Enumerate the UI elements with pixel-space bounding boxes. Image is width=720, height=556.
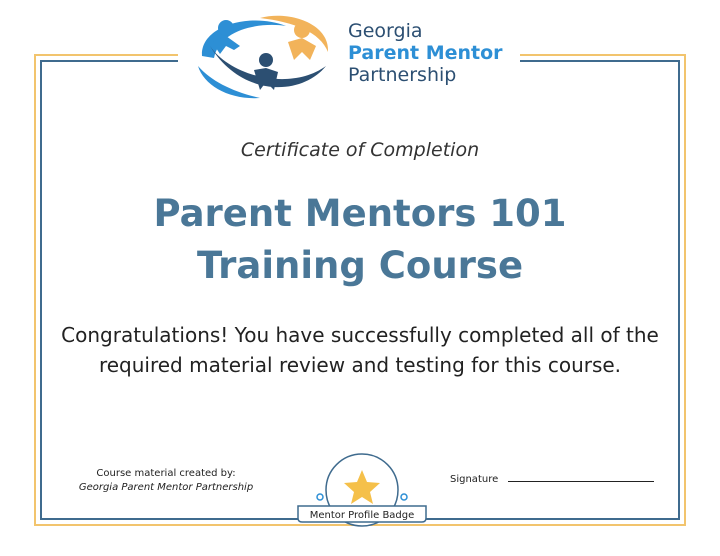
logo-wordmark bbox=[348, 20, 503, 86]
course-title-line-2: Training Course bbox=[196, 244, 524, 287]
logo-line-parent-mentor: Parent Mentor bbox=[348, 42, 503, 64]
badge-label: Mentor Profile Badge bbox=[309, 510, 415, 521]
message-line-2: required material review and testing for this course. bbox=[98, 353, 622, 377]
course-title-line-1: Parent Mentors 101 bbox=[153, 192, 567, 235]
logo-line-georgia: Georgia bbox=[348, 20, 423, 42]
course-credit bbox=[76, 467, 256, 495]
message-line-1: Congratulations! You have successfully completed all of the bbox=[61, 323, 659, 347]
mentor-profile-badge bbox=[296, 452, 428, 532]
credit-label: Course material created by: bbox=[96, 468, 236, 479]
certificate-label: Certificate of Completion bbox=[240, 139, 480, 161]
credit-organization: Georgia Parent Mentor Partnership bbox=[78, 482, 254, 493]
logo-line-partnership: Partnership bbox=[348, 64, 457, 86]
organization-logo bbox=[190, 6, 520, 104]
signature-label: Signature bbox=[450, 474, 499, 485]
signature-line bbox=[508, 472, 654, 482]
signature-field bbox=[450, 472, 654, 485]
people-circle-logo-icon bbox=[190, 6, 340, 104]
course-title bbox=[0, 188, 720, 292]
congratulations-message bbox=[0, 320, 720, 380]
